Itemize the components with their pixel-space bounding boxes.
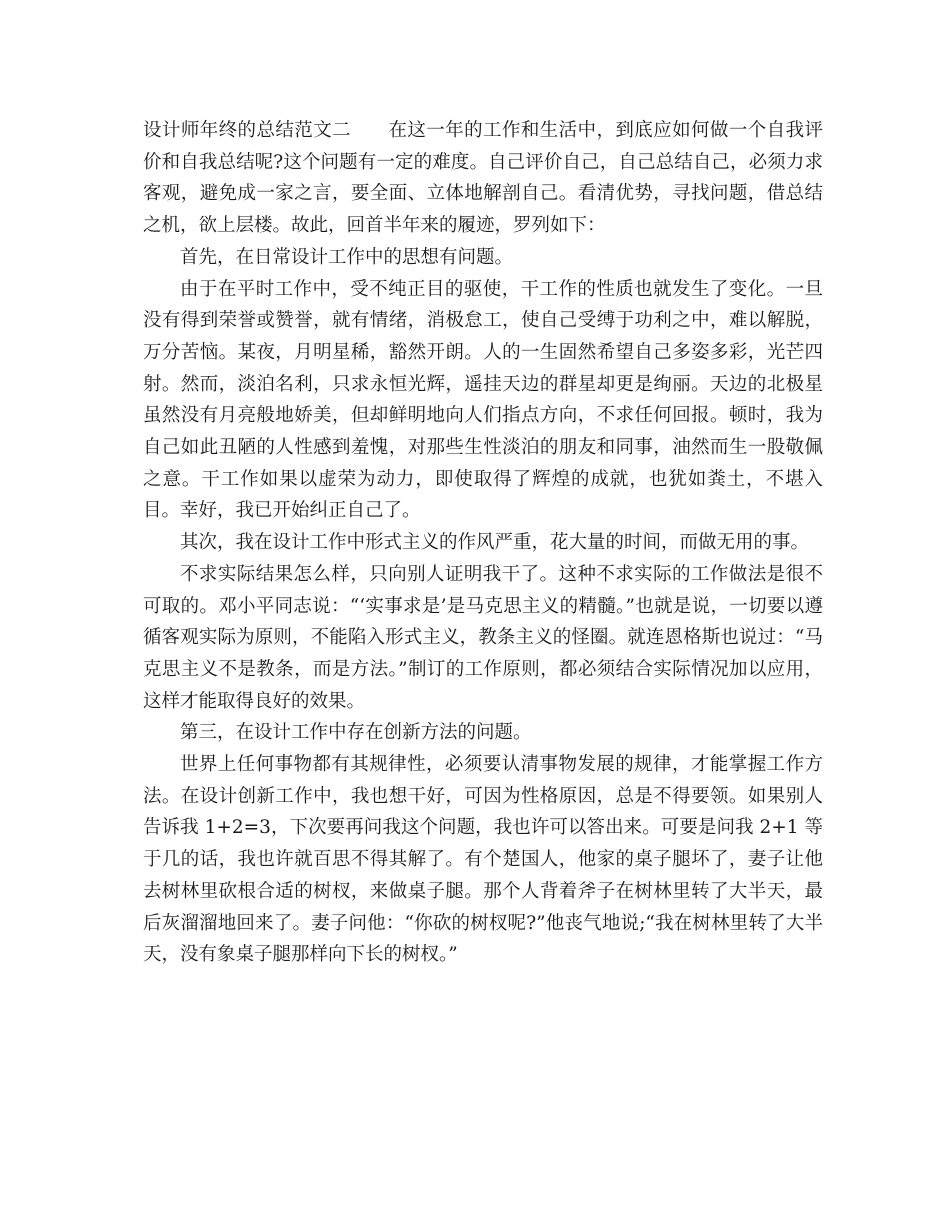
paragraph-6: 世界上任何事物都有其规律性，必须要认清事物发展的规律，才能掌握工作方法。在设计创新工作中，我也想干好，可因为性格原因，总是不得要领。如果别人告诉我 1+2=3，下次要再问我这个问题，我也许可以答出来。可要是问我 2+1 等于几的话，我也许就百思不得其解了。有个楚国人，他家的桌子腿坏了，妻子让他去树林里砍根合适的树杈，来做桌子腿。那个人背着斧子在树林里转了大半天，最后灰溜溜地回来了。妻子问他：“你砍的树杈呢?”他丧气地说;“我在树林里转了大半天，没有象桌子腿那样向下长的树杈。”	[143, 754, 823, 966]
paragraph-3: 其次，我在设计工作中形式主义的作风严重，花大量的时间，而做无用的事。	[180, 532, 810, 554]
paragraph-4: 不求实际结果怎么样，只向别人证明我干了。这种不求实际的工作做法是很不可取的。邓小平同志说：“‘实事求是’是马克思主义的精髓。”也就是说，一切要以遵循客观实际为原则，不能陷入形式主义，教条主义的怪圈。就连恩格斯也说过：“马克思主义不是教条，而是方法。”制订的工作原则，都必须结合实际情况加以应用，这样才能取得良好的效果。	[143, 563, 823, 712]
document-title: 设计师年终的总结范文二	[143, 120, 352, 141]
paragraph-5: 第三，在设计工作中存在创新方法的问题。	[180, 722, 532, 744]
document-body	[143, 115, 823, 971]
opening-paragraph	[143, 115, 823, 242]
intro-text: 在这一年的工作和生活中，到底应如何做一个自我评价和自我总结呢?这个问题有一定的难度。自己评价自己，自己总结自己，必须力求客观，避免成一家之言，要全面、立体地解剖自己。看清优势，寻找问题，借总结之机，欲上层楼。故此，回首半年来的履迹，罗列如下：	[143, 120, 823, 237]
paragraph-1: 首先，在日常设计工作中的思想有问题。	[180, 246, 514, 268]
paragraph-2: 由于在平时工作中，受不纯正目的驱使，干工作的性质也就发生了变化。一旦没有得到荣誉或赞誉，就有情绪，消极怠工，使自己受缚于功利之中，难以解脱，万分苦恼。某夜，月明星稀，豁然开朗。人的一生固然希望自己多姿多彩，光芒四射。然而，淡泊名利，只求永恒光辉，遥挂天边的群星却更是绚丽。天边的北极星虽然没有月亮般地娇美，但却鲜明地向人们指点方向，不求任何回报。顿时，我为自己如此丑陋的人性感到羞愧，对那些生性淡泊的朋友和同事，油然而生一股敬佩之意。干工作如果以虚荣为动力，即使取得了辉煌的成就，也犹如粪土，不堪入目。幸好，我已开始纠正自己了。	[143, 278, 823, 522]
